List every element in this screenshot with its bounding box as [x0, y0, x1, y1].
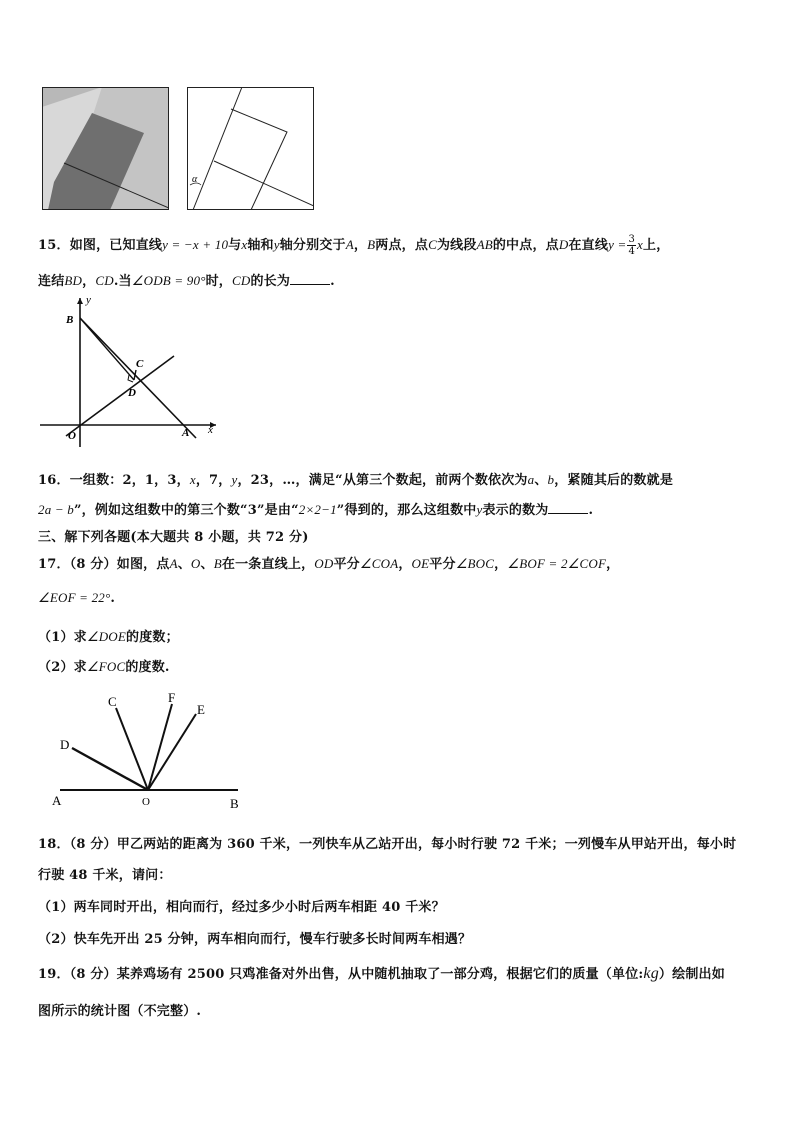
q17-line1: 17．（8 分）如图，点A、O、B在一条直线上，OD平分∠COA，OE平分∠BOC，∠BOF = 2∠COF， [38, 556, 620, 572]
tilted-rectangle-figure-left [42, 87, 169, 210]
q15-line2: 连结BD，CD.当∠ODB = 90°时，CD的长为 . [38, 273, 335, 289]
q18-line2: 行驶 48 千米，请问： [38, 868, 172, 883]
label-y: y [86, 294, 91, 306]
answer-blank [548, 502, 588, 514]
label-B: B [230, 796, 239, 811]
answer-blank [290, 273, 330, 285]
alpha-label: α [192, 174, 198, 185]
angle-figure-q17 [42, 688, 252, 812]
fraction-three-quarters: $\frac{3}{4}$ [628, 234, 636, 257]
label-C: C [108, 694, 117, 709]
label-C: C [136, 358, 144, 370]
q15-line1: 15．如图，已知直线y = −x + 10与x轴和y轴分别交于A，B两点，点C为线段AB的中点，点D在直线y = $\frac{3}{4}$ x上， [38, 234, 670, 257]
label-O: O [142, 796, 150, 808]
label-D: D [128, 387, 136, 399]
q19-line1: 19．（8 分）某养鸡场有 2500 只鸡准备对外出售，从中随机抽取了一部分鸡，根据它们的质量（单位:kg）绘制出如 [38, 965, 725, 982]
q17-sub2: （2）求∠FOC的度数. [38, 659, 170, 675]
label-E: E [197, 702, 205, 717]
q19-line2: 图所示的统计图（不完整）. [38, 1004, 202, 1019]
coordinate-figure-q15 [36, 292, 226, 452]
q16-line1: 16．一组数：2，1，3，x，7，y，23，…，满足“从第三个数起，前两个数依次为a、b，紧随其后的数就是 [38, 472, 674, 488]
q18-line1: 18．（8 分）甲乙两站的距离为 360 千米，一列快车从乙站开出，每小时行驶 72 千米；一列慢车从甲站开出，每小时 [38, 837, 737, 852]
section-heading: 三、解下列各题(本大题共 8 小题，共 72 分) [38, 530, 309, 545]
tilted-rectangle-figure-right [187, 87, 314, 210]
label-D: D [60, 737, 70, 752]
label-O: O [68, 430, 76, 442]
label-F: F [168, 690, 176, 705]
label-x: x [208, 424, 213, 436]
q17-line2: ∠EOF = 22°. [38, 590, 116, 606]
q18-sub1: （1）两车同时开出，相向而行，经过多少小时后两车相距 40 千米？ [38, 900, 445, 915]
q17-sub1: （1）求∠DOE的度数； [38, 629, 179, 645]
label-A: A [52, 793, 62, 808]
label-A: A [182, 427, 190, 439]
label-B: B [66, 314, 74, 326]
q18-sub2: （2）快车先开出 25 分钟，两车相向而行，慢车行驶多长时间两车相遇？ [38, 932, 472, 947]
q16-line2: 2a − b”，例如这组数中的第三个数“3”是由“2×2−1”得到的，那么这组数中y表示的数为 . [38, 502, 594, 518]
